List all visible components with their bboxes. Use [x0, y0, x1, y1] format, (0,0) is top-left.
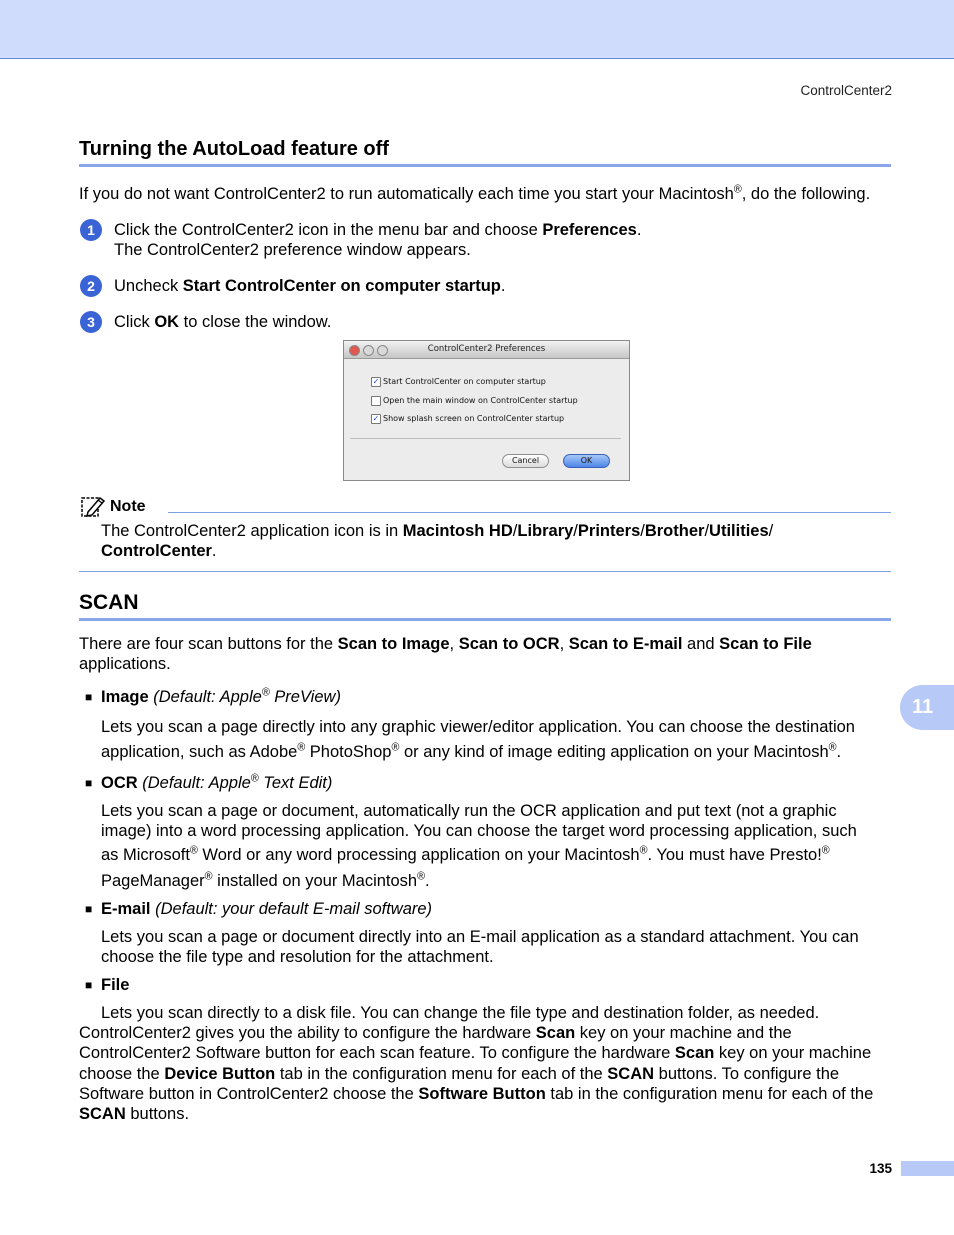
- file-bullet-title: File: [101, 976, 130, 994]
- note-label: Note: [110, 498, 146, 515]
- dialog-title: ControlCenter2 Preferences: [427, 344, 546, 354]
- cancel-button[interactable]: Cancel: [502, 454, 549, 468]
- checkbox-start-on-startup[interactable]: ✓: [372, 377, 380, 386]
- bullet-square-icon: ■: [85, 978, 93, 992]
- ocr-description: Lets you scan a page or document, automatically run the OCR application and put text (not a graphic image) into a word processing application. You can choose the target word processing application, such as Microsoft® Word or any word processing application on your Macintosh®. You must have Presto!® PageManager® installed on your Macintosh®.: [101, 802, 857, 890]
- step-3-text: Click OK to close the window.: [114, 313, 332, 331]
- closing-paragraph: ControlCenter2 gives you the ability to configure the hardware Scan key on your machine and the ControlCenter2 Software button for each scan feature. To configure the hardware Scan key on your machine choose the Device Button tab in the configuration menu for each of the SCAN buttons. To configure the Software button in ControlCenter2 choose the Software Button tab in the configuration menu for each of the SCAN buttons.: [79, 1024, 874, 1124]
- step-number-3: 3: [80, 311, 102, 333]
- bullet-square-icon: ■: [85, 902, 93, 916]
- checkbox-open-main-window[interactable]: [371, 396, 381, 406]
- step-1-text: Click the ControlCenter2 icon in the menu bar and choose Preferences. The ControlCenter2 preference window appears.: [114, 221, 642, 259]
- section-heading-scan: SCAN: [79, 591, 891, 621]
- checkbox-label: Start ControlCenter on computer startup: [383, 377, 546, 386]
- note-pencil-icon: [80, 494, 106, 518]
- scan-intro: There are four scan buttons for the Scan to Image, Scan to OCR, Scan to E-mail and Scan to File applications.: [79, 635, 812, 673]
- bullet-square-icon: ■: [85, 776, 93, 790]
- image-description: Lets you scan a page directly into any graphic viewer/editor application. You can choose the destination application, such as Adobe® PhotoShop® or any kind of image editing application on your Macintosh®.: [101, 718, 855, 761]
- checkbox-label: Open the main window on ControlCenter startup: [383, 396, 578, 405]
- chapter-tab: 11: [900, 685, 954, 730]
- dialog-titlebar: [344, 341, 629, 359]
- footer-band: [901, 1161, 954, 1176]
- ok-button[interactable]: OK: [563, 454, 610, 468]
- dialog-divider: [350, 438, 621, 439]
- step-number-2: 2: [80, 275, 102, 297]
- step-2-text: Uncheck Start ControlCenter on computer startup.: [114, 277, 506, 295]
- ocr-bullet-title: OCR (Default: Apple® Text Edit): [101, 772, 333, 792]
- checkbox-label: Show splash screen on ControlCenter startup: [383, 414, 565, 423]
- autoload-intro: If you do not want ControlCenter2 to run automatically each time you start your Macintosh®, do the following.: [79, 183, 871, 203]
- file-description: Lets you scan directly to a disk file. You can change the file type and destination folder, as needed.: [101, 1004, 820, 1022]
- email-description: Lets you scan a page or document directly into an E-mail application as a standard attachment. You can choose the file type and resolution for the attachment.: [101, 928, 859, 966]
- note-bottom-rule: [79, 571, 891, 572]
- page-number: 135: [869, 1161, 892, 1176]
- header-band: [0, 0, 954, 59]
- section-heading-autoload: Turning the AutoLoad feature off: [79, 137, 891, 167]
- bullet-square-icon: ■: [85, 690, 93, 704]
- preferences-dialog: [343, 340, 630, 481]
- email-bullet-title: E-mail (Default: your default E-mail software): [101, 900, 433, 918]
- note-top-rule: [168, 512, 891, 513]
- running-header: ControlCenter2: [800, 83, 892, 98]
- note-text: The ControlCenter2 application icon is in Macintosh HD/Library/Printers/Brother/Utilities/ ControlCenter.: [101, 522, 774, 560]
- step-number-1: 1: [80, 219, 102, 241]
- image-bullet-title: Image (Default: Apple® PreView): [101, 686, 341, 706]
- checkbox-show-splash[interactable]: ✓: [372, 414, 380, 423]
